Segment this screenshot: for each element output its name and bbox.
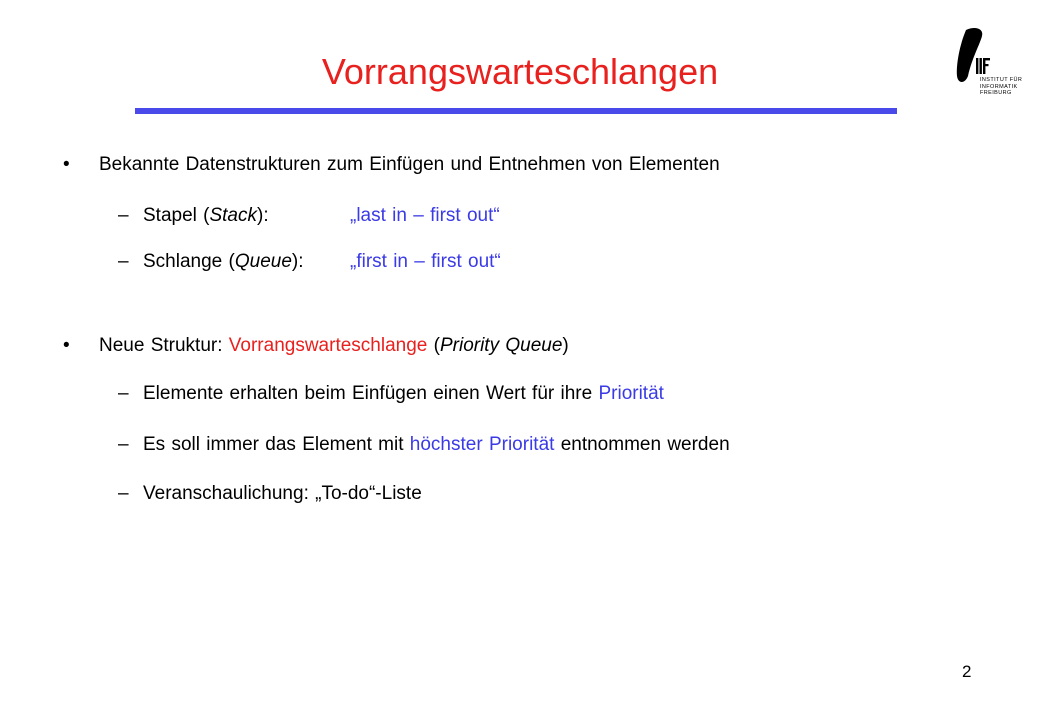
logo-caption [980,77,1023,97]
dash-marker: – [118,434,129,455]
sub-item-text: Es soll immer das Element mit höchster Priorität entnommen werden [143,434,730,455]
term-priority-queue-de: Vorrangswarteschlange [228,335,428,356]
dash-marker: – [118,383,129,404]
bullet-text: Bekannte Datenstrukturen zum Einfügen und Entnehmen von Elementen [99,154,720,175]
logo-line-2: INFORMATIK [980,83,1018,90]
slide-title: Vorrangswarteschlangen [321,51,719,92]
stack-principle: „last in – first out“ [350,205,500,226]
bullet-marker: • [63,335,70,356]
sub-item-text: Elemente erhalten beim Einfügen einen Wert für ihre Priorität [143,383,664,404]
queue-principle: „first in – first out“ [350,251,501,272]
page-number: 2 [962,662,972,681]
term-priority-queue-en: Priority Queue [439,335,563,356]
sub-item-label: Stapel (Stack): [143,205,269,226]
bullet-text: Neue Struktur: Vorrangswarteschlange (Priority Queue) [99,335,569,356]
sub-item-label: Schlange (Queue): [143,251,304,272]
logo-line-1: INSTITUT FÜR [980,77,1023,83]
dash-marker: – [118,483,129,504]
sub-item-text: Veranschaulichung: „To-do“-Liste [143,483,422,504]
iif-logo [948,24,1023,98]
logo-line-3: FREIBURG [980,90,1012,96]
dash-marker: – [118,205,129,226]
term-stack: Stack [209,205,258,226]
term-priority: Priorität [598,383,664,404]
term-highest-priority: höchster Priorität [409,434,555,455]
term-queue: Queue [234,251,292,272]
bullet-marker: • [63,154,70,175]
title-underline [135,108,897,114]
dash-marker: – [118,251,129,272]
